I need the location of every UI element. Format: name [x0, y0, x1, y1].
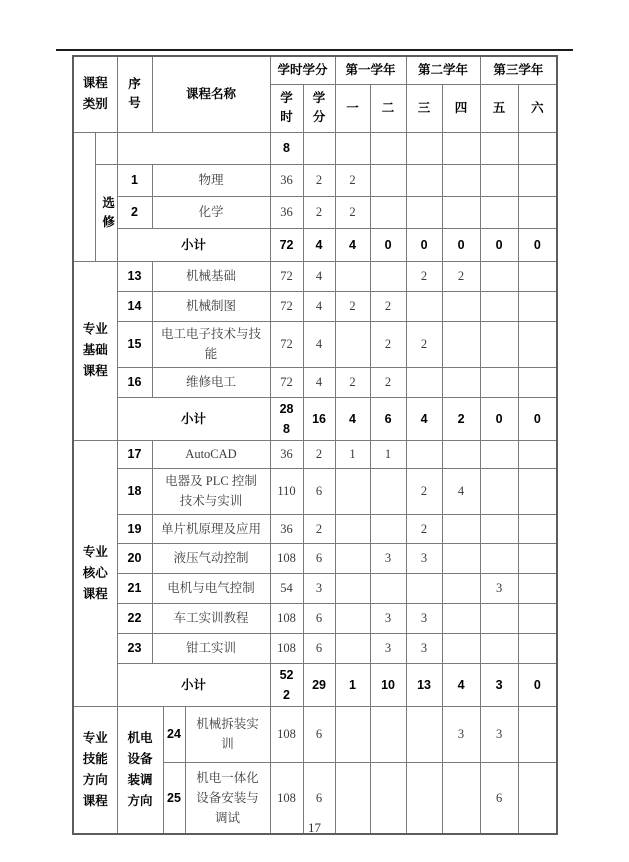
- header-sem-4: 四: [442, 84, 480, 132]
- credits-cell: 4: [303, 367, 335, 397]
- credits-cell: [303, 132, 335, 164]
- sem-cell: 2: [370, 291, 406, 321]
- course-no-cell: 18: [117, 468, 152, 514]
- hours-cell: 36: [270, 164, 303, 196]
- sem-cell: 1: [370, 440, 406, 468]
- course-name-cell: 电器及 PLC 控制技术与实训: [152, 468, 270, 514]
- sem-cell: [518, 196, 557, 228]
- subtotal-value-cell: 0: [518, 397, 557, 440]
- sem-cell: [335, 543, 370, 573]
- header-rule: [56, 49, 573, 51]
- course-no-cell: 21: [117, 573, 152, 603]
- course-name-cell: 机械拆装实训: [185, 706, 270, 762]
- sem-cell: 6: [480, 762, 518, 834]
- credits-cell: 2: [303, 164, 335, 196]
- subtotal-value-cell: 522: [270, 663, 303, 706]
- sem-cell: 4: [442, 468, 480, 514]
- subtotal-label-cell: 小计: [117, 228, 270, 261]
- category-cell: [73, 440, 117, 706]
- header-course-no-label: 序号: [128, 77, 141, 111]
- sem-cell: 3: [370, 543, 406, 573]
- sem-cell: [370, 468, 406, 514]
- header-sem-3: 三: [406, 84, 442, 132]
- sem-cell: [480, 603, 518, 633]
- credits-cell: 4: [303, 261, 335, 291]
- course-no-cell: 14: [117, 291, 152, 321]
- subtotal-value-cell: 288: [270, 397, 303, 440]
- course-name-cell: 电机与电气控制: [152, 573, 270, 603]
- subtotal-value-cell: 29: [303, 663, 335, 706]
- sem-cell: [442, 514, 480, 543]
- sem-cell: [442, 164, 480, 196]
- course-row: [73, 573, 557, 603]
- sem-cell: [518, 261, 557, 291]
- sem-cell: [406, 367, 442, 397]
- category-label: 专业基础课程: [82, 322, 108, 378]
- sem-cell: [335, 706, 370, 762]
- header-hours-credits: 学时学分: [270, 56, 335, 84]
- header-year-1: 第一学年: [335, 56, 406, 84]
- subtotal-value-cell: 0: [370, 228, 406, 261]
- sem-cell: [518, 514, 557, 543]
- sem-cell: [518, 543, 557, 573]
- course-row: [73, 706, 557, 762]
- course-name-cell: 化学: [152, 196, 270, 228]
- category-cell: [73, 261, 117, 440]
- subtotal-value-cell: 0: [480, 397, 518, 440]
- credits-cell: 6: [303, 603, 335, 633]
- course-row: [73, 633, 557, 663]
- header-course-no: [117, 56, 152, 132]
- header-course-name: 课程名称: [152, 56, 270, 132]
- sem-cell: [518, 132, 557, 164]
- course-row: [73, 468, 557, 514]
- credits-cell: 2: [303, 440, 335, 468]
- sem-cell: [480, 543, 518, 573]
- sem-cell: [442, 440, 480, 468]
- sem-cell: [406, 706, 442, 762]
- course-no-cell: 15: [117, 321, 152, 367]
- course-name-cell: AutoCAD: [152, 440, 270, 468]
- header-year-3: 第三学年: [480, 56, 557, 84]
- sem-cell: 3: [480, 706, 518, 762]
- sem-cell: [442, 543, 480, 573]
- sem-cell: 3: [370, 633, 406, 663]
- sem-cell: [335, 468, 370, 514]
- hours-cell: 36: [270, 514, 303, 543]
- sem-cell: [370, 573, 406, 603]
- sem-cell: [406, 573, 442, 603]
- sem-cell: [480, 132, 518, 164]
- sem-cell: 2: [335, 367, 370, 397]
- sem-cell: [518, 164, 557, 196]
- sem-cell: [406, 196, 442, 228]
- header-course-category-label: 课程类别: [82, 76, 108, 112]
- sem-cell: [480, 633, 518, 663]
- sem-cell: [518, 603, 557, 633]
- subtotal-value-cell: 0: [518, 228, 557, 261]
- course-name-cell: 机械基础: [152, 261, 270, 291]
- subtotal-value-cell: 0: [518, 663, 557, 706]
- sem-cell: [442, 291, 480, 321]
- subtotal-value-cell: 4: [335, 397, 370, 440]
- hours-cell: 54: [270, 573, 303, 603]
- course-no-cell: 2: [117, 196, 152, 228]
- subtotal-value-cell: 0: [442, 228, 480, 261]
- sem-cell: [480, 196, 518, 228]
- sem-cell: [370, 514, 406, 543]
- sem-cell: [518, 633, 557, 663]
- header-sem-1: 一: [335, 84, 370, 132]
- sem-cell: 2: [335, 164, 370, 196]
- course-row: [73, 543, 557, 573]
- header-row: [73, 56, 557, 84]
- sem-cell: [370, 196, 406, 228]
- sem-cell: [370, 164, 406, 196]
- sem-cell: [480, 440, 518, 468]
- sem-cell: [335, 132, 370, 164]
- hours-cell: 72: [270, 321, 303, 367]
- course-no-cell: 13: [117, 261, 152, 291]
- subtotal-label-cell: 小计: [117, 663, 270, 706]
- sem-cell: [442, 196, 480, 228]
- sem-cell: [518, 440, 557, 468]
- sem-cell: [335, 573, 370, 603]
- header-sem-2: 二: [370, 84, 406, 132]
- subtotal-value-cell: 0: [480, 228, 518, 261]
- course-row: [73, 440, 557, 468]
- sem-cell: 2: [406, 321, 442, 367]
- header-sem-5: 五: [480, 84, 518, 132]
- credits-cell: 2: [303, 196, 335, 228]
- credits-cell: 4: [303, 321, 335, 367]
- course-name-cell: 液压气动控制: [152, 543, 270, 573]
- course-row: [73, 321, 557, 367]
- sem-cell: [518, 291, 557, 321]
- subtotal-value-cell: 4: [442, 663, 480, 706]
- sem-cell: [335, 321, 370, 367]
- subtotal-value-cell: 2: [442, 397, 480, 440]
- sem-cell: 2: [370, 321, 406, 367]
- page-number: 17: [308, 820, 321, 835]
- empty-cell: [95, 132, 117, 164]
- credits-cell: 6: [303, 633, 335, 663]
- sem-cell: [442, 573, 480, 603]
- sem-cell: [406, 440, 442, 468]
- hours-cell: 72: [270, 367, 303, 397]
- empty-category-cell: [73, 132, 95, 261]
- group-cell: [95, 164, 117, 261]
- course-row: [73, 261, 557, 291]
- course-name-cell: 机械制图: [152, 291, 270, 321]
- credits-cell: 4: [303, 291, 335, 321]
- subtotal-value-cell: 4: [303, 228, 335, 261]
- course-no-cell: 25: [163, 762, 185, 834]
- sem-cell: [442, 633, 480, 663]
- header-credits: [303, 84, 335, 132]
- empty-name-cell: [117, 132, 270, 164]
- sem-cell: 3: [406, 543, 442, 573]
- sem-cell: [406, 291, 442, 321]
- sem-cell: [406, 132, 442, 164]
- hours-cell: 72: [270, 291, 303, 321]
- header-sem-6: 六: [518, 84, 557, 132]
- curriculum-table: [72, 55, 558, 835]
- hours-cell: 108: [270, 543, 303, 573]
- hours-cell: 36: [270, 440, 303, 468]
- credits-cell: 3: [303, 573, 335, 603]
- credits-cell: 6: [303, 762, 335, 834]
- hours-cell: 108: [270, 762, 303, 834]
- subtotal-row: [73, 663, 557, 706]
- category-label: 专业核心课程: [82, 544, 108, 601]
- sem-cell: [480, 291, 518, 321]
- credits-cell: 6: [303, 543, 335, 573]
- sem-cell: [335, 633, 370, 663]
- course-row: [73, 164, 557, 196]
- direction-label: 机电设备装调方向: [127, 730, 153, 808]
- subtotal-value-cell: 13: [406, 663, 442, 706]
- sem-cell: 2: [406, 261, 442, 291]
- header-hours-label: 学时: [280, 91, 293, 124]
- course-no-cell: 23: [117, 633, 152, 663]
- course-row: [73, 514, 557, 543]
- course-no-cell: 24: [163, 706, 185, 762]
- course-no-cell: 1: [117, 164, 152, 196]
- sem-cell: [406, 164, 442, 196]
- sem-cell: 3: [406, 603, 442, 633]
- sem-cell: [480, 514, 518, 543]
- hours-cell: 36: [270, 196, 303, 228]
- course-row: [73, 603, 557, 633]
- subtotal-value-cell: 6: [370, 397, 406, 440]
- sem-cell: [480, 261, 518, 291]
- credits-cell: 2: [303, 514, 335, 543]
- subtotal-value-cell: 3: [480, 663, 518, 706]
- course-name-cell: 车工实训教程: [152, 603, 270, 633]
- course-name-cell: 电工电子技术与技能: [152, 321, 270, 367]
- category-label: 专业技能方向课程: [82, 730, 108, 808]
- credits-cell: 6: [303, 706, 335, 762]
- subtotal-value-cell: 1: [335, 663, 370, 706]
- course-row: [73, 367, 557, 397]
- sem-cell: [370, 706, 406, 762]
- course-no-cell: 17: [117, 440, 152, 468]
- sem-cell: 3: [406, 633, 442, 663]
- sem-cell: 2: [370, 367, 406, 397]
- sem-cell: 2: [335, 291, 370, 321]
- hours-cell: 72: [270, 261, 303, 291]
- sem-cell: 3: [480, 573, 518, 603]
- sem-cell: 3: [370, 603, 406, 633]
- sem-cell: [480, 468, 518, 514]
- credits-cell: 6: [303, 468, 335, 514]
- sem-cell: [480, 367, 518, 397]
- sem-cell: [518, 468, 557, 514]
- sem-cell: [518, 367, 557, 397]
- sem-cell: [335, 514, 370, 543]
- course-name-cell: 钳工实训: [152, 633, 270, 663]
- subtotal-row: [73, 228, 557, 261]
- course-no-cell: 19: [117, 514, 152, 543]
- course-name-cell: 机电一体化设备安装与调试: [185, 762, 270, 834]
- course-name-cell: 单片机原理及应用: [152, 514, 270, 543]
- subtotal-value-cell: 10: [370, 663, 406, 706]
- hours-cell: 108: [270, 603, 303, 633]
- sem-cell: [335, 603, 370, 633]
- sem-cell: [442, 603, 480, 633]
- category-cell: [73, 706, 117, 834]
- sem-cell: [335, 261, 370, 291]
- hours-cell: 8: [270, 132, 303, 164]
- course-row: [73, 132, 557, 164]
- subtotal-label-cell: 小计: [117, 397, 270, 440]
- sem-cell: [480, 164, 518, 196]
- sem-cell: [518, 573, 557, 603]
- sem-cell: [370, 132, 406, 164]
- course-no-cell: 20: [117, 543, 152, 573]
- header-credits-label: 学分: [312, 91, 326, 124]
- group-label: 选修: [102, 195, 115, 229]
- sem-cell: [370, 261, 406, 291]
- sem-cell: 2: [406, 468, 442, 514]
- header-course-category: [73, 56, 117, 132]
- subtotal-value-cell: 16: [303, 397, 335, 440]
- sem-cell: [480, 321, 518, 367]
- hours-cell: 108: [270, 633, 303, 663]
- course-name-cell: 维修电工: [152, 367, 270, 397]
- direction-cell: [117, 706, 163, 834]
- sem-cell: 2: [406, 514, 442, 543]
- sem-cell: [442, 367, 480, 397]
- sem-cell: [518, 706, 557, 762]
- sem-cell: 1: [335, 440, 370, 468]
- subtotal-value-cell: 72: [270, 228, 303, 261]
- subtotal-value-cell: 0: [406, 228, 442, 261]
- course-name-cell: 物理: [152, 164, 270, 196]
- sem-cell: 2: [335, 196, 370, 228]
- course-no-cell: 16: [117, 367, 152, 397]
- sem-cell: 3: [442, 706, 480, 762]
- course-row: [73, 196, 557, 228]
- hours-cell: 110: [270, 468, 303, 514]
- course-no-cell: 22: [117, 603, 152, 633]
- subtotal-row: [73, 397, 557, 440]
- sem-cell: [442, 132, 480, 164]
- sem-cell: 2: [442, 261, 480, 291]
- hours-cell: 108: [270, 706, 303, 762]
- subtotal-value-cell: 4: [406, 397, 442, 440]
- course-row: [73, 291, 557, 321]
- sem-cell: [442, 321, 480, 367]
- subtotal-value-cell: 4: [335, 228, 370, 261]
- sem-cell: [518, 321, 557, 367]
- header-hours: [270, 84, 303, 132]
- header-year-2: 第二学年: [406, 56, 480, 84]
